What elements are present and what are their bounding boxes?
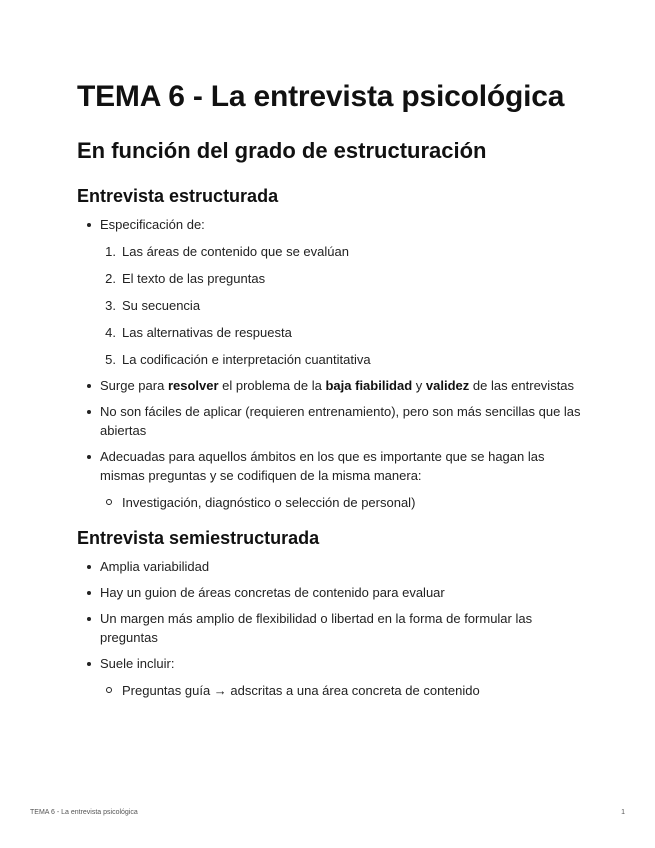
list-item xyxy=(77,402,592,440)
section-heading: En función del grado de estructuración xyxy=(77,138,487,163)
nested-list-item: Preguntas guía → adscritas a una área concreta de contenido xyxy=(100,681,592,700)
list-item xyxy=(77,376,592,395)
list-item-text: Especificación de: xyxy=(100,217,205,232)
text-run: Surge para xyxy=(100,378,168,393)
subsection-heading-semistructured: Entrevista semiestructurada xyxy=(77,528,320,548)
numbered-item-text: El texto de las preguntas xyxy=(122,271,266,286)
numbered-item: 5. La codificación e interpretación cuantitativa xyxy=(105,352,371,367)
list-item xyxy=(77,215,592,369)
numbered-item-text: La codificación e interpretación cuantitativa xyxy=(122,352,371,367)
subsection-heading-structured: Entrevista estructurada xyxy=(77,186,279,206)
list-item: Amplia variabilidad xyxy=(77,557,592,576)
list-item-text: No son fáciles de aplicar (requieren entrenamiento), pero son más sencillas que las abiertas xyxy=(100,404,581,438)
list-item: Hay un guion de áreas concretas de contenido para evaluar xyxy=(77,583,592,602)
numbered-list xyxy=(100,242,592,369)
numbered-item: 3. Su secuencia xyxy=(105,298,201,313)
list-item: Un margen más amplio de flexibilidad o libertad en la forma de formular las preguntas xyxy=(77,609,592,647)
text-run: de las entrevistas xyxy=(469,378,575,393)
numbered-item: 4. Las alternativas de respuesta xyxy=(105,325,292,340)
text-run: y xyxy=(412,378,426,393)
list-item-text: Suele incluir: xyxy=(100,656,175,671)
nested-list xyxy=(100,681,592,700)
page-number: 1 xyxy=(621,809,625,816)
numbered-item-text: Su secuencia xyxy=(122,298,201,313)
list-item xyxy=(77,654,592,700)
numbered-item-text: Las áreas de contenido que se evalúan xyxy=(122,244,349,259)
list-item-text: Adecuadas para aquellos ámbitos en los que es importante que se hagan las mismas preguntas y se codifiquen de la misma manera: xyxy=(100,449,545,483)
nested-list-item: Investigación, diagnóstico o selección de personal) xyxy=(100,493,592,512)
numbered-item: 2. El texto de las preguntas xyxy=(105,271,266,286)
bold-text: resolver xyxy=(167,378,219,393)
bold-text: validez xyxy=(425,378,470,393)
nested-list xyxy=(100,493,592,512)
bold-text: baja fiabilidad xyxy=(325,378,413,393)
footer-title: TEMA 6 - La entrevista psicológica xyxy=(30,809,138,816)
semistructured-bullet-list xyxy=(77,557,592,700)
document-page xyxy=(77,78,592,700)
list-item xyxy=(77,447,592,512)
numbered-item: 1. Las áreas de contenido que se evalúan xyxy=(105,244,349,259)
structured-bullet-list xyxy=(77,215,592,512)
page-footer xyxy=(30,809,625,816)
page-title: TEMA 6 - La entrevista psicológica xyxy=(77,80,565,113)
numbered-item-text: Las alternativas de respuesta xyxy=(122,325,292,340)
text-run: el problema de la xyxy=(218,378,326,393)
